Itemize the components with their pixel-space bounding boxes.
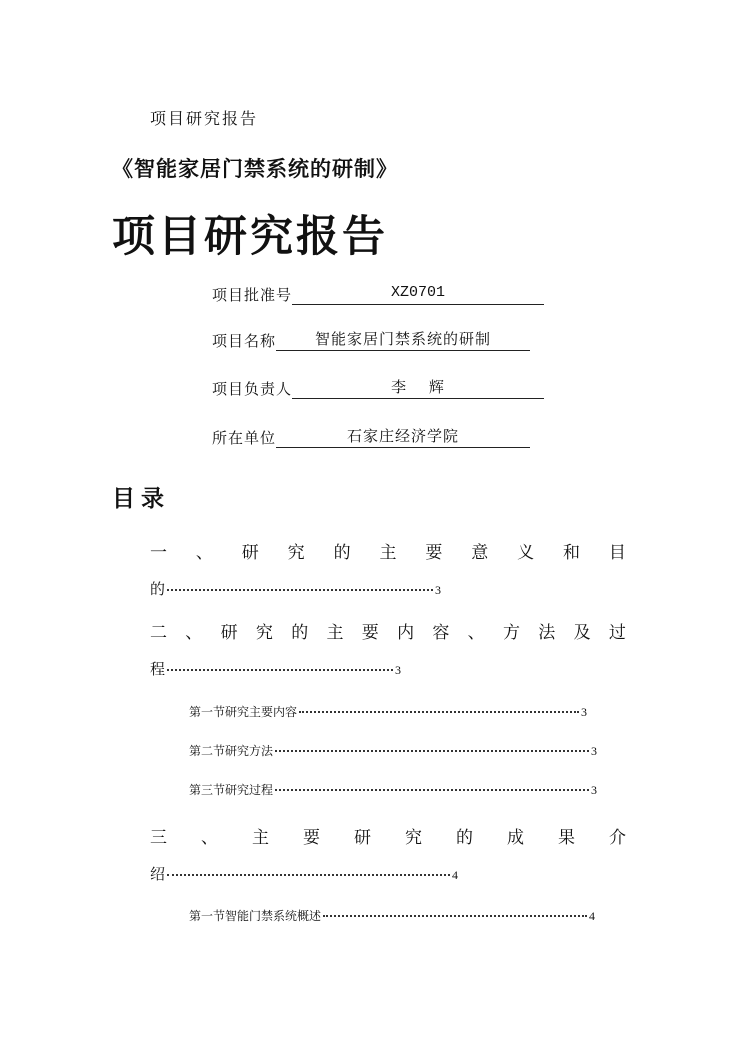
toc-page-number: 4 (589, 909, 596, 923)
toc-entry-2-1[interactable] (189, 703, 587, 720)
toc-text: 第二节研究方法 (189, 744, 274, 758)
toc-text: 第一节研究主要内容 (189, 705, 298, 719)
toc-char: 三 (150, 828, 167, 848)
field-value: XZ0701 (292, 282, 544, 305)
toc-leader (167, 874, 450, 876)
toc-char: 究 (405, 828, 422, 848)
toc-entry-2-line (150, 618, 626, 643)
header-title: 项目研究报告 (150, 109, 259, 128)
toc-entry-3-line (150, 823, 626, 848)
toc-char: 目 (608, 543, 626, 563)
toc-entry-1-continuation[interactable] (150, 578, 441, 599)
toc-entry-3-continuation[interactable] (150, 863, 458, 884)
toc-char: 一 (150, 543, 167, 563)
toc-char: 容 (432, 623, 450, 643)
toc-char: 研 (241, 543, 259, 563)
toc-char: 研 (220, 623, 238, 643)
toc-char: 过 (608, 623, 626, 643)
field-institution (212, 425, 530, 448)
toc-entry-2-3[interactable] (189, 781, 597, 798)
toc-text: 的 (150, 580, 166, 598)
toc-char: 内 (397, 623, 415, 643)
toc-char: 究 (255, 623, 273, 643)
toc-text: 第三节研究过程 (189, 783, 274, 797)
toc-page-number: 3 (581, 705, 588, 719)
field-label: 所在单位 (212, 429, 277, 447)
toc-char: 及 (573, 623, 591, 643)
toc-entry-1-line (150, 538, 626, 563)
toc-char: 主 (379, 543, 397, 563)
toc-page-number: 3 (435, 583, 442, 597)
toc-char: 、 (195, 543, 213, 563)
toc-leader (275, 750, 589, 752)
toc-char: 研 (354, 828, 371, 848)
toc-text: 第一节智能门禁系统概述 (189, 909, 322, 923)
field-value: 石家庄经济学院 (276, 425, 530, 448)
field-project-leader (212, 376, 544, 399)
toc-char: 意 (471, 543, 489, 563)
toc-char: 、 (467, 623, 485, 643)
main-title: 项目研究报告 (112, 212, 388, 262)
toc-page-number: 4 (452, 868, 459, 882)
toc-char: 义 (517, 543, 535, 563)
toc-leader (167, 589, 433, 591)
toc-char: 方 (502, 623, 520, 643)
toc-text: 绍 (150, 865, 166, 883)
toc-leader (275, 789, 589, 791)
field-value: 智能家居门禁系统的研制 (276, 328, 530, 351)
toc-char: 和 (563, 543, 581, 563)
toc-entry-2-continuation[interactable] (150, 658, 401, 679)
field-label: 项目负责人 (212, 380, 293, 398)
toc-entry-3-1[interactable] (189, 907, 595, 924)
toc-char: 要 (361, 623, 379, 643)
toc-char: 的 (456, 828, 473, 848)
toc-char: 、 (185, 623, 203, 643)
toc-page-number: 3 (395, 663, 402, 677)
toc-leader (167, 669, 393, 671)
field-label: 项目批准号 (212, 286, 293, 304)
field-approval-number (212, 282, 544, 305)
toc-entry-2-2[interactable] (189, 742, 597, 759)
toc-char: 、 (201, 828, 218, 848)
toc-char: 主 (252, 828, 269, 848)
field-label: 项目名称 (212, 332, 277, 350)
toc-char: 要 (303, 828, 320, 848)
toc-char: 果 (558, 828, 575, 848)
toc-char: 介 (609, 828, 626, 848)
toc-char: 主 (326, 623, 344, 643)
toc-heading: 目录 (112, 485, 170, 512)
toc-page-number: 3 (591, 744, 598, 758)
toc-char: 的 (291, 623, 309, 643)
field-project-name (212, 328, 530, 351)
subject-title: 《智能家居门禁系统的研制》 (112, 156, 398, 181)
toc-char: 法 (538, 623, 556, 643)
field-value: 李 辉 (292, 376, 544, 399)
toc-char: 要 (425, 543, 443, 563)
toc-leader (299, 711, 579, 713)
toc-char: 成 (507, 828, 524, 848)
toc-char: 二 (150, 623, 167, 643)
toc-char: 究 (287, 543, 305, 563)
toc-text: 程 (150, 660, 166, 678)
toc-char: 的 (333, 543, 351, 563)
toc-page-number: 3 (591, 783, 598, 797)
toc-leader (323, 915, 587, 917)
